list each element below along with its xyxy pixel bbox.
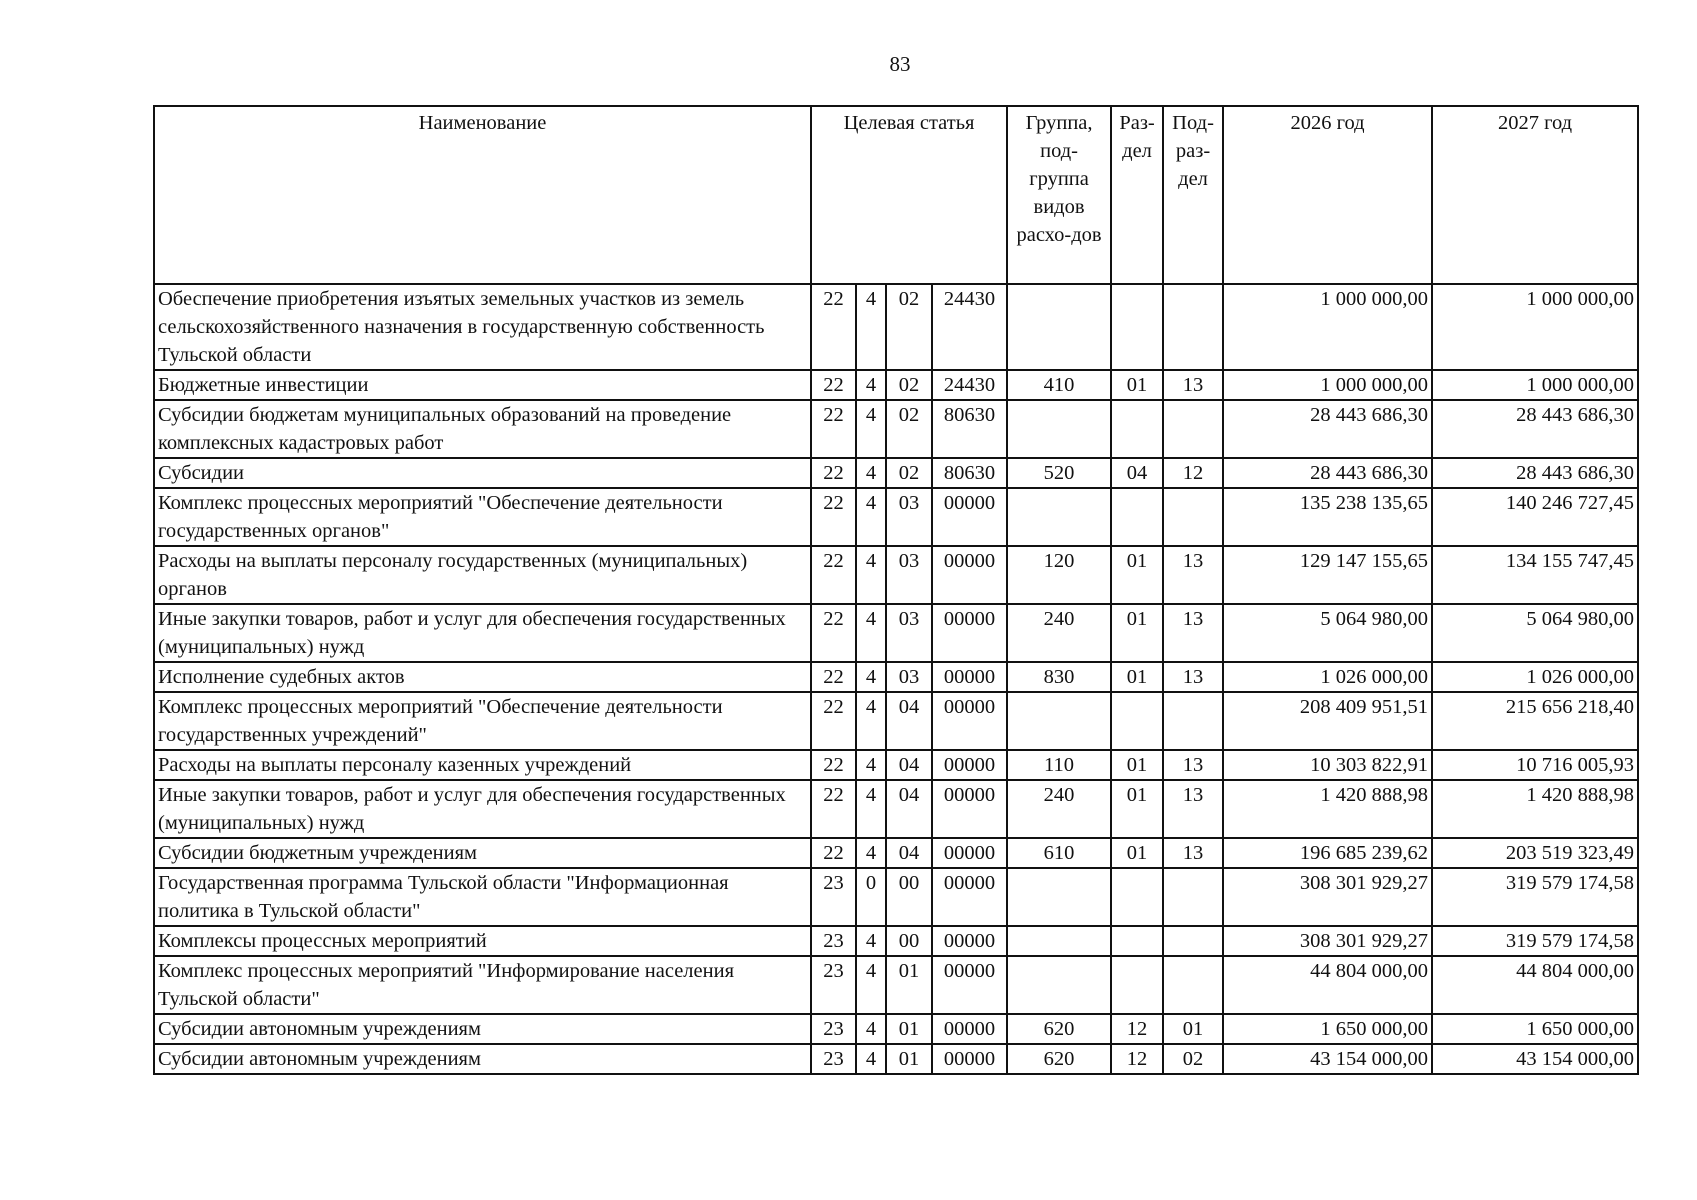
cell-amount-2027: 10 716 005,93 <box>1432 750 1638 780</box>
cell-name: Субсидии бюджетам муниципальных образований на проведение комплексных кадастровых работ <box>154 400 811 458</box>
cell-subsection <box>1163 868 1223 926</box>
cell-target-3: 01 <box>886 1044 932 1074</box>
cell-expense-group: 120 <box>1007 546 1111 604</box>
cell-expense-group <box>1007 926 1111 956</box>
cell-target-3: 04 <box>886 692 932 750</box>
table-row <box>154 604 1638 662</box>
page-number: 83 <box>889 52 911 76</box>
cell-amount-2027: 134 155 747,45 <box>1432 546 1638 604</box>
cell-target-4: 24430 <box>932 370 1007 400</box>
cell-subsection: 13 <box>1163 604 1223 662</box>
table-row <box>154 370 1638 400</box>
cell-amount-2027: 203 519 323,49 <box>1432 838 1638 868</box>
cell-target-2: 4 <box>856 284 886 370</box>
cell-name: Иные закупки товаров, работ и услуг для обеспечения государственных (муниципальных) нужд <box>154 780 811 838</box>
cell-subsection: 13 <box>1163 370 1223 400</box>
cell-subsection: 02 <box>1163 1044 1223 1074</box>
cell-target-3: 04 <box>886 750 932 780</box>
cell-expense-group <box>1007 868 1111 926</box>
cell-amount-2027: 319 579 174,58 <box>1432 926 1638 956</box>
cell-section: 12 <box>1111 1014 1163 1044</box>
table-row <box>154 662 1638 692</box>
cell-section: 12 <box>1111 1044 1163 1074</box>
header-name: Наименование <box>154 106 811 284</box>
cell-subsection: 12 <box>1163 458 1223 488</box>
cell-subsection <box>1163 926 1223 956</box>
cell-section <box>1111 284 1163 370</box>
cell-expense-group: 610 <box>1007 838 1111 868</box>
cell-amount-2027: 1 026 000,00 <box>1432 662 1638 692</box>
cell-target-4: 00000 <box>932 780 1007 838</box>
cell-section: 01 <box>1111 780 1163 838</box>
table-body <box>154 284 1638 1074</box>
cell-amount-2027: 28 443 686,30 <box>1432 400 1638 458</box>
cell-target-1: 22 <box>811 284 856 370</box>
cell-target-2: 4 <box>856 458 886 488</box>
cell-target-2: 4 <box>856 956 886 1014</box>
cell-target-2: 4 <box>856 662 886 692</box>
cell-target-4: 00000 <box>932 956 1007 1014</box>
cell-target-1: 23 <box>811 1044 856 1074</box>
cell-name: Бюджетные инвестиции <box>154 370 811 400</box>
header-expense-group: Группа, под-группа видов расхо-дов <box>1007 106 1111 284</box>
cell-amount-2026: 1 420 888,98 <box>1223 780 1432 838</box>
cell-name: Комплексы процессных мероприятий <box>154 926 811 956</box>
cell-amount-2026: 1 026 000,00 <box>1223 662 1432 692</box>
cell-expense-group: 620 <box>1007 1014 1111 1044</box>
cell-target-1: 23 <box>811 868 856 926</box>
cell-amount-2026: 44 804 000,00 <box>1223 956 1432 1014</box>
cell-expense-group <box>1007 956 1111 1014</box>
cell-amount-2026: 308 301 929,27 <box>1223 926 1432 956</box>
cell-subsection: 13 <box>1163 546 1223 604</box>
cell-subsection <box>1163 400 1223 458</box>
cell-expense-group: 240 <box>1007 780 1111 838</box>
cell-target-4: 00000 <box>932 838 1007 868</box>
cell-subsection: 13 <box>1163 838 1223 868</box>
cell-section: 01 <box>1111 662 1163 692</box>
table-row <box>154 1014 1638 1044</box>
cell-target-2: 4 <box>856 750 886 780</box>
table-row <box>154 458 1638 488</box>
cell-section: 01 <box>1111 370 1163 400</box>
cell-section <box>1111 692 1163 750</box>
cell-section: 01 <box>1111 750 1163 780</box>
table-header-row <box>154 106 1638 284</box>
header-subsection: Под-раз-дел <box>1163 106 1223 284</box>
cell-target-3: 02 <box>886 284 932 370</box>
cell-target-4: 00000 <box>932 926 1007 956</box>
header-target-article: Целевая статья <box>811 106 1007 284</box>
cell-target-3: 03 <box>886 488 932 546</box>
cell-expense-group <box>1007 400 1111 458</box>
cell-name: Исполнение судебных актов <box>154 662 811 692</box>
cell-target-1: 22 <box>811 838 856 868</box>
cell-target-1: 22 <box>811 370 856 400</box>
cell-amount-2026: 5 064 980,00 <box>1223 604 1432 662</box>
table-row <box>154 868 1638 926</box>
cell-expense-group: 830 <box>1007 662 1111 692</box>
cell-section <box>1111 868 1163 926</box>
cell-amount-2026: 1 000 000,00 <box>1223 370 1432 400</box>
cell-target-1: 22 <box>811 488 856 546</box>
cell-target-2: 4 <box>856 400 886 458</box>
cell-amount-2026: 208 409 951,51 <box>1223 692 1432 750</box>
cell-target-1: 22 <box>811 546 856 604</box>
header-year-2027: 2027 год <box>1432 106 1638 284</box>
cell-name: Расходы на выплаты персоналу государственных (муниципальных) органов <box>154 546 811 604</box>
cell-target-3: 03 <box>886 662 932 692</box>
cell-amount-2027: 1 000 000,00 <box>1432 370 1638 400</box>
cell-target-2: 0 <box>856 868 886 926</box>
table-row <box>154 546 1638 604</box>
cell-target-1: 22 <box>811 400 856 458</box>
cell-name: Субсидии <box>154 458 811 488</box>
table-row <box>154 1044 1638 1074</box>
cell-target-4: 00000 <box>932 868 1007 926</box>
cell-amount-2026: 196 685 239,62 <box>1223 838 1432 868</box>
cell-expense-group: 110 <box>1007 750 1111 780</box>
cell-target-2: 4 <box>856 1044 886 1074</box>
cell-expense-group: 410 <box>1007 370 1111 400</box>
cell-expense-group: 240 <box>1007 604 1111 662</box>
cell-section <box>1111 926 1163 956</box>
cell-target-1: 23 <box>811 926 856 956</box>
cell-section: 04 <box>1111 458 1163 488</box>
header-section: Раз-дел <box>1111 106 1163 284</box>
table-row <box>154 400 1638 458</box>
cell-target-3: 02 <box>886 458 932 488</box>
cell-expense-group: 620 <box>1007 1044 1111 1074</box>
cell-target-3: 04 <box>886 780 932 838</box>
cell-target-3: 03 <box>886 546 932 604</box>
cell-name: Государственная программа Тульской области "Информационная политика в Тульской области" <box>154 868 811 926</box>
cell-amount-2027: 1 420 888,98 <box>1432 780 1638 838</box>
cell-target-2: 4 <box>856 488 886 546</box>
cell-amount-2027: 1 000 000,00 <box>1432 284 1638 370</box>
cell-target-1: 22 <box>811 604 856 662</box>
table-row <box>154 750 1638 780</box>
cell-subsection <box>1163 956 1223 1014</box>
cell-section: 01 <box>1111 546 1163 604</box>
cell-target-2: 4 <box>856 692 886 750</box>
cell-expense-group: 520 <box>1007 458 1111 488</box>
cell-target-3: 02 <box>886 400 932 458</box>
cell-subsection <box>1163 284 1223 370</box>
cell-name: Расходы на выплаты персоналу казенных учреждений <box>154 750 811 780</box>
cell-target-4: 00000 <box>932 1014 1007 1044</box>
table-row <box>154 838 1638 868</box>
table-row <box>154 956 1638 1014</box>
cell-target-4: 00000 <box>932 488 1007 546</box>
cell-expense-group <box>1007 284 1111 370</box>
cell-name: Комплекс процессных мероприятий "Обеспечение деятельности государственных органов" <box>154 488 811 546</box>
cell-name: Субсидии автономным учреждениям <box>154 1044 811 1074</box>
cell-subsection: 13 <box>1163 750 1223 780</box>
cell-subsection <box>1163 488 1223 546</box>
cell-section <box>1111 956 1163 1014</box>
cell-target-3: 02 <box>886 370 932 400</box>
cell-subsection <box>1163 692 1223 750</box>
cell-amount-2026: 1 000 000,00 <box>1223 284 1432 370</box>
cell-target-2: 4 <box>856 546 886 604</box>
cell-target-1: 23 <box>811 956 856 1014</box>
cell-target-1: 22 <box>811 780 856 838</box>
cell-amount-2026: 43 154 000,00 <box>1223 1044 1432 1074</box>
cell-target-1: 22 <box>811 750 856 780</box>
cell-name: Субсидии автономным учреждениям <box>154 1014 811 1044</box>
cell-target-3: 00 <box>886 926 932 956</box>
cell-name: Комплекс процессных мероприятий "Обеспечение деятельности государственных учреждений" <box>154 692 811 750</box>
cell-target-4: 00000 <box>932 546 1007 604</box>
cell-subsection: 13 <box>1163 662 1223 692</box>
cell-target-2: 4 <box>856 926 886 956</box>
cell-name: Обеспечение приобретения изъятых земельных участков из земель сельскохозяйственного назначения в государственную собственность Тульской области <box>154 284 811 370</box>
cell-target-4: 80630 <box>932 400 1007 458</box>
cell-target-4: 00000 <box>932 604 1007 662</box>
cell-target-4: 00000 <box>932 692 1007 750</box>
cell-target-4: 80630 <box>932 458 1007 488</box>
cell-name: Субсидии бюджетным учреждениям <box>154 838 811 868</box>
cell-amount-2027: 215 656 218,40 <box>1432 692 1638 750</box>
cell-target-2: 4 <box>856 780 886 838</box>
budget-table <box>153 105 1639 1075</box>
cell-amount-2026: 1 650 000,00 <box>1223 1014 1432 1044</box>
header-year-2026: 2026 год <box>1223 106 1432 284</box>
cell-amount-2026: 129 147 155,65 <box>1223 546 1432 604</box>
cell-target-4: 00000 <box>932 662 1007 692</box>
cell-section <box>1111 488 1163 546</box>
cell-amount-2027: 1 650 000,00 <box>1432 1014 1638 1044</box>
cell-target-3: 04 <box>886 838 932 868</box>
cell-amount-2027: 319 579 174,58 <box>1432 868 1638 926</box>
cell-amount-2027: 43 154 000,00 <box>1432 1044 1638 1074</box>
cell-section: 01 <box>1111 838 1163 868</box>
cell-amount-2026: 28 443 686,30 <box>1223 400 1432 458</box>
table-row <box>154 780 1638 838</box>
cell-expense-group <box>1007 692 1111 750</box>
cell-amount-2026: 28 443 686,30 <box>1223 458 1432 488</box>
cell-amount-2027: 5 064 980,00 <box>1432 604 1638 662</box>
cell-amount-2027: 44 804 000,00 <box>1432 956 1638 1014</box>
cell-target-1: 23 <box>811 1014 856 1044</box>
cell-amount-2026: 135 238 135,65 <box>1223 488 1432 546</box>
cell-subsection: 13 <box>1163 780 1223 838</box>
cell-target-1: 22 <box>811 662 856 692</box>
cell-amount-2027: 140 246 727,45 <box>1432 488 1638 546</box>
table-row <box>154 692 1638 750</box>
table-row <box>154 926 1638 956</box>
cell-name: Иные закупки товаров, работ и услуг для обеспечения государственных (муниципальных) нужд <box>154 604 811 662</box>
cell-amount-2026: 308 301 929,27 <box>1223 868 1432 926</box>
cell-target-1: 22 <box>811 692 856 750</box>
cell-expense-group <box>1007 488 1111 546</box>
cell-section <box>1111 400 1163 458</box>
table-row <box>154 284 1638 370</box>
cell-target-3: 00 <box>886 868 932 926</box>
cell-amount-2026: 10 303 822,91 <box>1223 750 1432 780</box>
cell-section: 01 <box>1111 604 1163 662</box>
cell-target-3: 03 <box>886 604 932 662</box>
cell-target-4: 00000 <box>932 1044 1007 1074</box>
cell-target-4: 24430 <box>932 284 1007 370</box>
table-row <box>154 488 1638 546</box>
cell-target-1: 22 <box>811 458 856 488</box>
cell-target-2: 4 <box>856 370 886 400</box>
cell-target-2: 4 <box>856 1014 886 1044</box>
cell-target-4: 00000 <box>932 750 1007 780</box>
cell-target-2: 4 <box>856 604 886 662</box>
cell-subsection: 01 <box>1163 1014 1223 1044</box>
cell-amount-2027: 28 443 686,30 <box>1432 458 1638 488</box>
cell-target-3: 01 <box>886 956 932 1014</box>
cell-name: Комплекс процессных мероприятий "Информирование населения Тульской области" <box>154 956 811 1014</box>
cell-target-3: 01 <box>886 1014 932 1044</box>
cell-target-2: 4 <box>856 838 886 868</box>
